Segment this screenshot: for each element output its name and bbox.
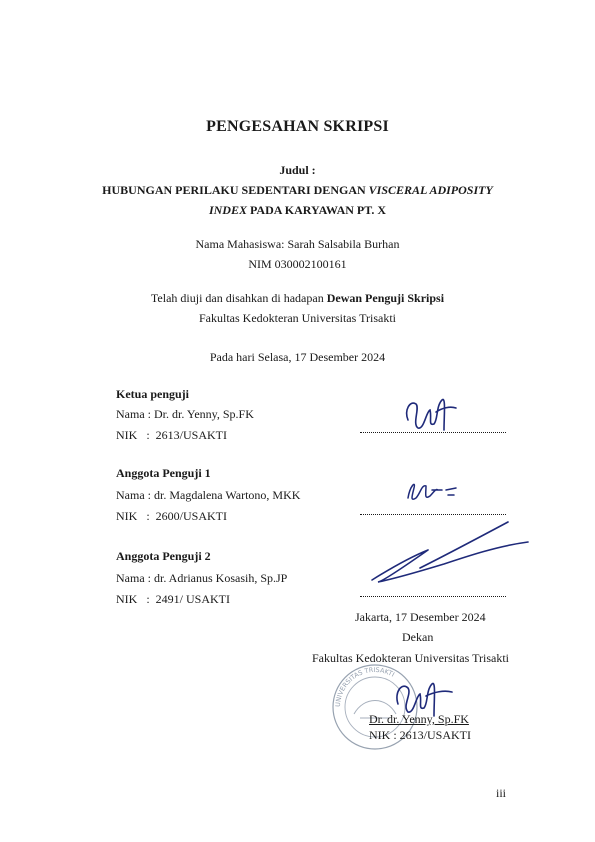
student-nim: NIM 030002100161 bbox=[248, 257, 347, 271]
examiner-1-name: Nama : Dr. dr. Yenny, Sp.FK bbox=[116, 407, 254, 421]
approval-text-1b: Dewan Penguji Skripsi bbox=[326, 291, 445, 305]
examiner-2-nik: NIK : 2600/USAKTI bbox=[116, 509, 227, 523]
judul-text-2a: INDEX bbox=[208, 203, 247, 217]
approval-line-1 bbox=[0, 291, 595, 306]
stamp-text: UNIVERSITAS TRISAKTI bbox=[333, 665, 396, 708]
examiner-2-signature bbox=[402, 476, 462, 506]
judul-label: Judul : bbox=[279, 163, 316, 177]
judul-text-2b: PADA KARYAWAN PT. X bbox=[246, 203, 387, 217]
page-title: PENGESAHAN SKRIPSI bbox=[206, 118, 389, 135]
examiner-2-name: Nama : dr. Magdalena Wartono, MKK bbox=[116, 488, 301, 502]
dean-place-date: Jakarta, 17 Desember 2024 bbox=[355, 610, 486, 624]
approval-line-2: Fakultas Kedokteran Universitas Trisakti bbox=[199, 311, 396, 325]
examiner-3-signature bbox=[368, 520, 533, 590]
examiner-1-signature bbox=[400, 390, 460, 440]
exam-date: Pada hari Selasa, 17 Desember 2024 bbox=[209, 350, 386, 364]
examiner-2-role: Anggota Penguji 1 bbox=[116, 466, 211, 480]
examiner-3-name: Nama : dr. Adrianus Kosasih, Sp.JP bbox=[116, 571, 288, 585]
judul-line-1 bbox=[0, 183, 595, 198]
examiner-3-role: Anggota Penguji 2 bbox=[116, 549, 211, 563]
student-name: Nama Mahasiswa: Sarah Salsabila Burhan bbox=[195, 237, 400, 251]
dean-title: Dekan bbox=[402, 630, 434, 644]
examiner-3-signature-line bbox=[360, 596, 506, 597]
examiner-3-nik: NIK : 2491/ USAKTI bbox=[116, 592, 230, 606]
examiner-2-signature-line bbox=[360, 514, 506, 515]
dean-name: Dr. dr. Yenny, Sp.FK bbox=[369, 712, 469, 726]
examiner-1-role: Ketua penguji bbox=[116, 387, 190, 401]
judul-line-2 bbox=[0, 203, 595, 218]
judul-text-1a: HUBUNGAN PERILAKU SEDENTARI DENGAN bbox=[102, 183, 369, 197]
approval-text-1a: Telah diuji dan disahkan di hadapan bbox=[150, 291, 327, 305]
dean-faculty: Fakultas Kedokteran Universitas Trisakti bbox=[312, 651, 509, 665]
judul-text-1b: VISCERAL ADIPOSITY bbox=[368, 183, 493, 197]
examiner-1-nik: NIK : 2613/USAKTI bbox=[116, 428, 227, 442]
page-number: iii bbox=[496, 786, 507, 800]
dean-nik: NIK : 2613/USAKTI bbox=[369, 728, 471, 742]
